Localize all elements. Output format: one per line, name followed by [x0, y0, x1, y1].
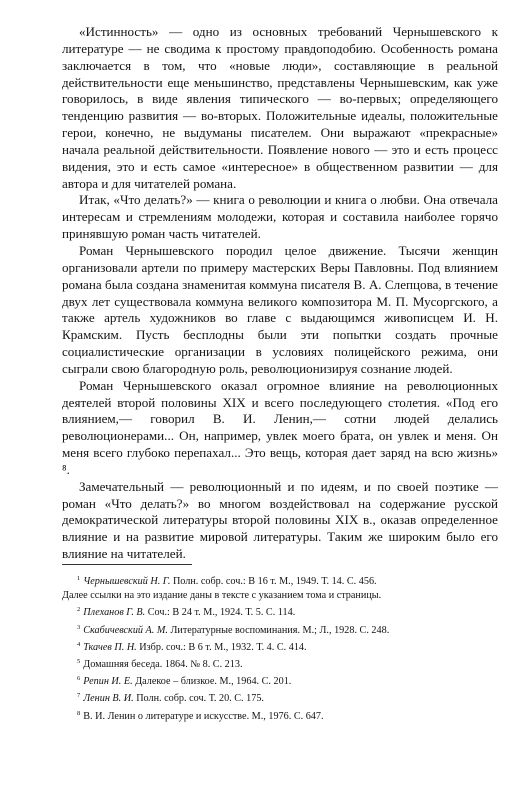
footnote — [62, 572, 502, 589]
footnote-text: Полн. собр. соч.: В 16 т. М., 1949. Т. 14. С. 456. — [172, 576, 377, 587]
paragraph: Замечательный — революционный и по идеям, и по своей поэтике — роман «Что делать?» во многом воздействовал на содержание русской демократической литературы второй половины XIX в., оказав определенное влияние и на развитие мировой литературы. Таким же широким было его влияние на читателей. — [62, 478, 498, 562]
footnote-text: В. И. Ленин о литературе и искусстве. М., 1976. С. 647. — [83, 710, 324, 722]
footnote-number: 8 — [77, 709, 81, 717]
footnote — [62, 655, 502, 672]
paragraph: «Истинность» — одно из основных требований Чернышевского к литературе — не сводима к простому правдоподобию. Особенность романа заключается в том, что «новые люди», составляющие в реальной действительности еще меньшинство, представлены Чернышевским, как уже говорилось, в виде явления типического — во-первых; определяющего тенденцию развития — во-вторых. Положительные идеалы, положительные герои, конечно, не выдуманы писателем. Они выражают «прекрасные» начала реальной действительности. Появление нового — это и есть процесс видения, это и есть самое «интересное» в общественном развитии — для автора и для читателей романа. — [62, 24, 498, 191]
footnote-text: Домашняя беседа. 1864. № 8. С. 213. — [83, 659, 243, 671]
footnote-author: Ленин В. И. — [83, 693, 134, 705]
paragraph: Роман Чернышевского породил целое движение. Тысячи женщин организовали артели по примеру мастерских Веры Павловны. Под влиянием романа была создана знаменитая коммуна писателя В. А. Слепцова, в течение двух лет существовала коммуна великого композитора М. П. Мусоргского, а также артель художников во главе с выдающимся живописцем И. Н. Крамским. Пусть бесплодны были эти попытки создать прочные социалистические организации в условиях полицейского режима, они сыграли свою благородную роль, революционизируя сознание людей. — [62, 242, 498, 376]
footnote-text: Далекое – близкое. М., 1964. С. 201. — [135, 676, 292, 688]
footnote — [62, 621, 502, 638]
footnote-author: Чернышевский Н. Г. — [83, 576, 171, 587]
footnote — [62, 707, 502, 724]
footnote-text: Соч.: В 24 т. М., 1924. Т. 5. С. 114. — [147, 607, 296, 619]
footnote-number: 6 — [77, 675, 81, 683]
footnote-divider — [62, 564, 192, 565]
footnote — [62, 603, 502, 620]
footnote — [62, 672, 502, 689]
footnote-number: 2 — [77, 606, 81, 614]
footnote-text: Далее ссылки на это издание даны в тексте с указанием тома и страницы. — [62, 590, 382, 602]
footnote-author: Ткачев П. Н. — [83, 641, 137, 653]
footnote-continuation — [62, 589, 502, 603]
footnote-author: Плеханов Г. В. — [83, 607, 146, 619]
footnote-number: 5 — [77, 658, 81, 666]
footnote-number: 1 — [77, 575, 81, 582]
footnote-number: 7 — [77, 692, 81, 700]
footnote-author: Репин И. Е. — [83, 676, 133, 688]
footnote — [62, 638, 502, 655]
paragraph: Роман Чернышевского оказал огромное влияние на революционных деятелей второй половины XIX и всего последующего столетия. «Под его влиянием,— говорил В. И. Ленин,— сотни людей делались революционерами... Он, например, увлек моего брата, он увлек и меня. Он меня всего глубоко перепахал... Это вещь, которая дает заряд на всю жизнь» ⁸. — [62, 377, 498, 477]
footnote-number: 3 — [77, 623, 81, 631]
paragraph: Итак, «Что делать?» — книга о революции и книга о любви. Она отвечала интересам и стремлениям молодежи, которая и составила наиболее горячо принявшую роман часть читателей. — [62, 192, 498, 242]
footnote-text: Избр. соч.: В 6 т. М., 1932. Т. 4. С. 414. — [139, 641, 307, 653]
footnote — [62, 689, 502, 706]
footnote-text: Полн. собр. соч. Т. 20. С. 175. — [136, 693, 264, 705]
footnote-number: 4 — [77, 640, 81, 648]
footnote-text: Литературные воспоминания. М.; Л., 1928. С. 248. — [170, 624, 390, 636]
main-text — [62, 24, 498, 563]
footnotes — [62, 572, 502, 724]
footnote-author: Скабичевский А. М. — [83, 624, 168, 636]
